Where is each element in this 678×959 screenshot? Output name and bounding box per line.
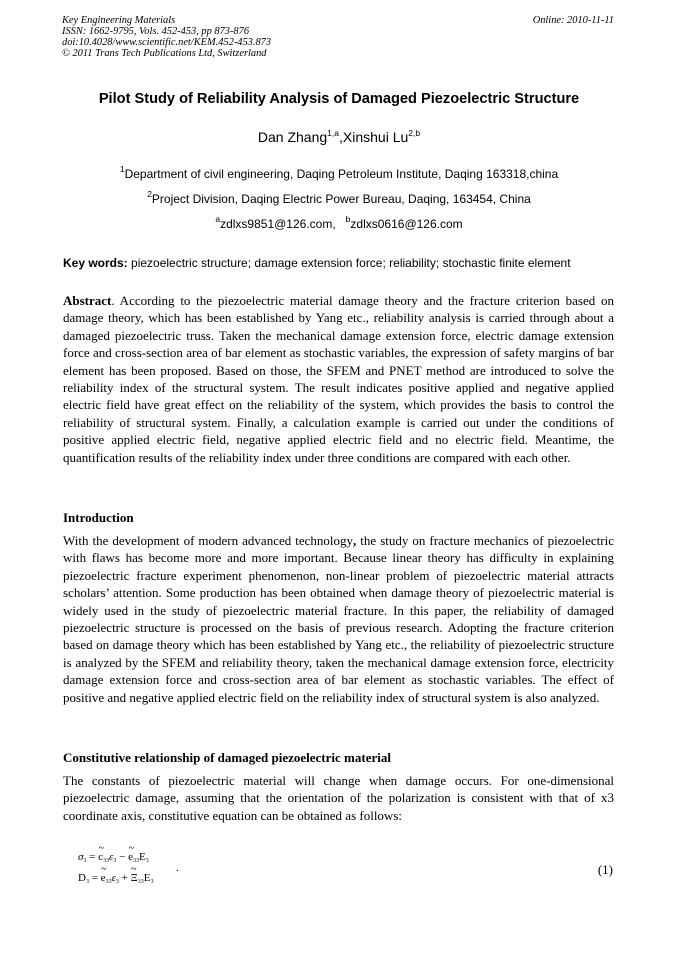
introduction-heading: Introduction xyxy=(63,510,134,525)
author-2-sup: 2,b xyxy=(408,128,421,138)
introduction-text-b: the study on fracture mechanics of piezoelectric with flaws has become more and more important. Because linear theory has difficulty in explaining piezoelectric fracture experiment phenomenon, non-linear problem of piezoelectric material attracts scholars’ attention. Some production has been obtained when damage theory of piezoelectric material is widely used in the study of piezoelectric material fracture. In this paper, the reliability of damaged piezoelectric structure is processed on the basis of previous research. Adopting the fracture criterion based on damage theory which has been established by Yang etc., the reliability of piezoelectric structure is analyzed by the SFEM and reliability theory, taken the mechanical damage extension force, electricity damage extension force and cross-section area of bar element as stochastic variables. The effect of positive and negative applied electric field on the reliability index of structural system is also analyzed. xyxy=(63,533,614,705)
paper-title: Pilot Study of Reliability Analysis of Damaged Piezoelectric Structure xyxy=(98,91,580,107)
section-heading-constitutive: Constitutive relationship of damaged piezoelectric material xyxy=(63,750,391,765)
equation-period: . xyxy=(176,862,179,874)
journal-header xyxy=(62,15,271,59)
issn-line: ISSN: 1662-9795, Vols. 452-453, pp 873-876 xyxy=(62,26,250,37)
author-1-sup: 1,a xyxy=(327,128,339,138)
introduction-text xyxy=(63,532,614,706)
email-a: zdlxs9851@126.com, xyxy=(220,217,336,231)
abstract-label: Abstract xyxy=(63,293,112,308)
introduction-text-a: With the development of modern advanced technology xyxy=(63,533,354,548)
affiliation-1 xyxy=(0,164,678,181)
copyright-line: © 2011 Trans Tech Publications Ltd, Switzerland xyxy=(62,48,267,59)
affiliation-2 xyxy=(0,189,678,206)
equation-line-1: $\sigma_3$ = ~ $c_{33}\varepsilon_3$ − ~ $e_{33}E_3$ xyxy=(78,851,149,863)
equation-line-2: $D_3$ = ~ $e_{33}\varepsilon_3$ + ~ $\Xi_{33}E_3$ xyxy=(78,872,153,884)
author-1: Dan Zhang xyxy=(257,129,328,145)
email-b-sup: b xyxy=(345,214,351,224)
email-b: zdlxs0616@126.com xyxy=(350,217,463,231)
keywords-label: Key words: xyxy=(63,256,128,270)
journal-name: Key Engineering Materials xyxy=(62,15,176,26)
emails xyxy=(0,214,678,231)
keywords-text: piezoelectric structure; damage extension force; reliability; stochastic finite element xyxy=(127,256,571,270)
author-2: ,Xinshui Lu xyxy=(339,129,409,145)
affiliation-2-text: Project Division, Daqing Electric Power Bureau, Daqing, 163454, China xyxy=(151,192,531,206)
abstract xyxy=(63,292,614,466)
authors xyxy=(0,129,678,145)
section-constitutive-text: The constants of piezoelectric material will change when damage occurs. For one-dimensional piezoelectric damage, assuming that the orientation of the polarization is consistent with that of x3 coordinate axis, constitutive equation can be obtained as follows: xyxy=(63,773,614,823)
doi-line: doi:10.4028/www.scientific.net/KEM.452-453.873 xyxy=(62,37,272,48)
equation-number: (1) xyxy=(597,862,613,877)
online-date: Online: 2010-11-11 xyxy=(532,15,614,26)
affiliation-1-sup: 1 xyxy=(119,164,125,174)
abstract-text: . According to the piezoelectric material damage theory and the fracture criterion based on damage theory, which has been established by Yang etc., reliability analysis is carried through about a damaged piezoelectric truss. Taken the mechanical damage extension force, electric damage extension force and cross-section area of bar element as stochastic variables, the expression of safety margins of bar element has been proposed. Based on those, the SFEM and PNET method are introduced to solve the reliability index of the structural system. The result indicates positive applied and negative applied electric field have great effect on the reliability of the system, which provides the basis to control the reliability of structural system. Finally, a calculation example is carried out under the conditions of positive applied electric field, negative applied electric field and no electric field. Meantime, the quantification results of the reliability index under three conditions are compared with each other. xyxy=(63,293,614,465)
keywords xyxy=(63,256,571,270)
affiliation-1-text: Department of civil engineering, Daqing Petroleum Institute, Daqing 163318,china xyxy=(124,167,559,181)
introduction-comma: , xyxy=(353,533,357,548)
affiliation-2-sup: 2 xyxy=(147,189,152,199)
email-a-sup: a xyxy=(215,214,221,224)
